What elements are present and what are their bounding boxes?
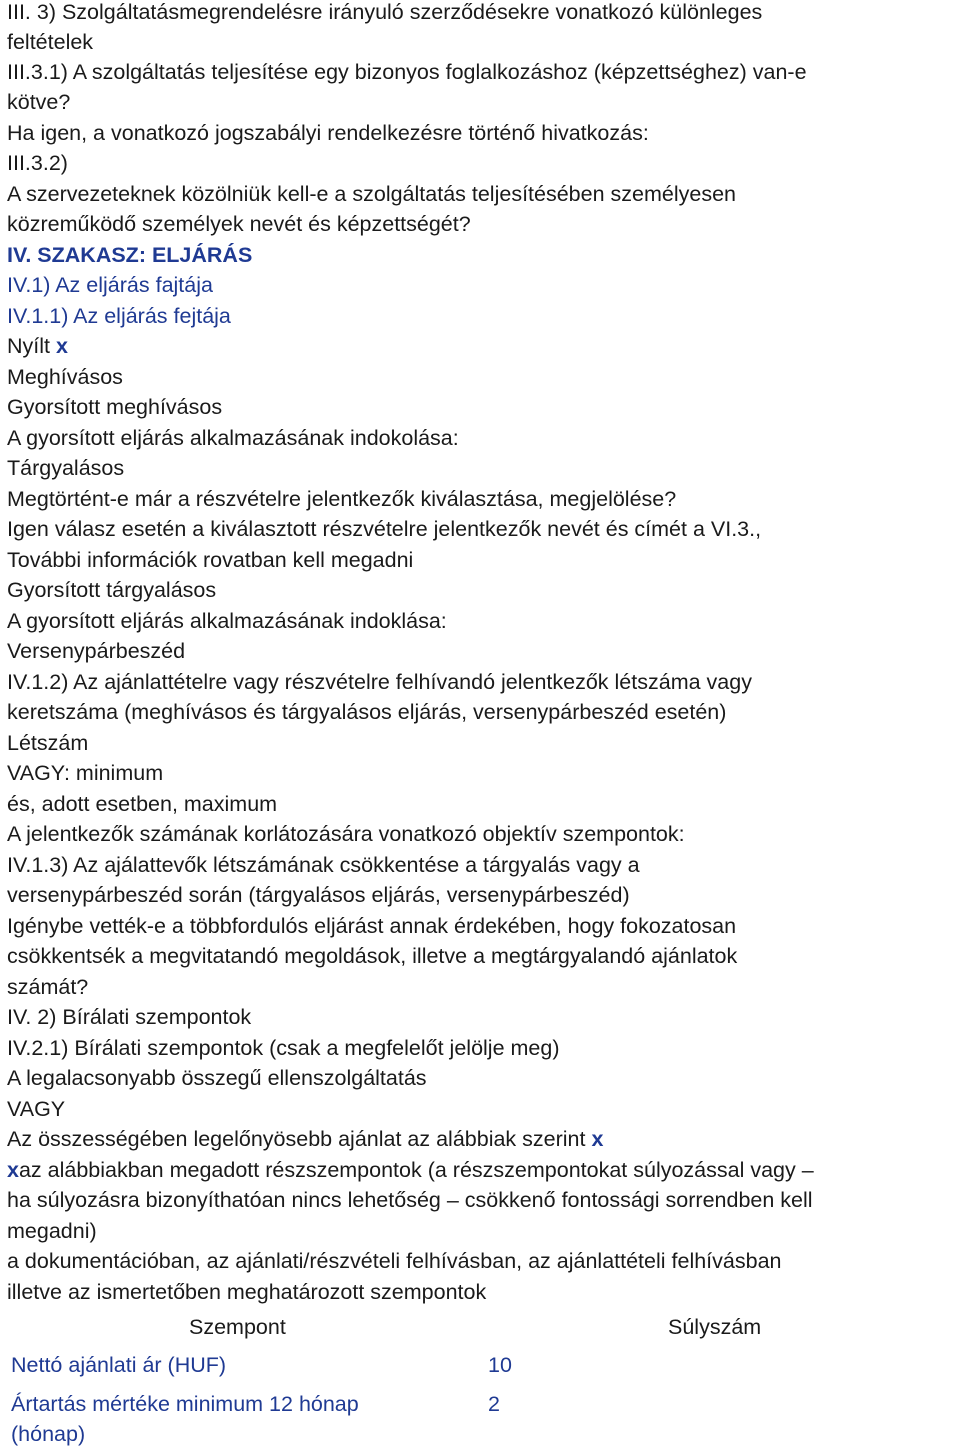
text-line: IV.2.1) Bírálati szempontok (csak a megfelelőt jelölje meg) [7, 1036, 560, 1060]
option-alabbiakban [7, 1155, 814, 1185]
section-heading: IV. SZAKASZ: ELJÁRÁS [7, 243, 253, 267]
text-line: A gyorsított eljárás alkalmazásának indokolása: [7, 426, 459, 450]
selected-mark: x [55, 334, 68, 358]
text-line: feltételek [7, 30, 94, 54]
table-cell-weight: 2 [488, 1392, 500, 1416]
text-line: III.3.2) [7, 151, 68, 175]
table-cell-criterion: Nettó ajánlati ár (HUF) [11, 1353, 227, 1377]
text-line: Igénybe vették-e a többfordulós eljárást annak érdekében, hogy fokozatosan [7, 914, 737, 938]
text-line: VAGY: minimum [7, 761, 164, 785]
text-line: IV.1.2) Az ajánlattételre vagy részvételre felhívandó jelentkezők létszáma vagy [7, 670, 752, 694]
text-line: III. 3) Szolgáltatásmegrendelésre irányuló szerződésekre vonatkozó különleges [7, 0, 763, 24]
text-line: versenypárbeszéd során (tárgyalásos eljárás, versenypárbeszéd) [7, 883, 630, 907]
text-line: csökkentsék a megvitatandó megoldások, illetve a megtárgyalandó ajánlatok [7, 944, 738, 968]
text-line: III.3.1) A szolgáltatás teljesítése egy bizonyos foglalkozáshoz (képzettséghez) van-e [7, 60, 807, 84]
text-line: közreműködő személyek nevét és képzettségét? [7, 212, 471, 236]
option-osszessegeben [7, 1124, 603, 1154]
text-line: Igen válasz esetén a kiválasztott részvételre jelentkezők nevét és címét a VI.3., [7, 517, 762, 541]
text-line: Tárgyalásos [7, 456, 125, 480]
text-line: és, adott esetben, maximum [7, 792, 278, 816]
option-label: Nyílt [7, 334, 50, 358]
table-header-weight: Súlyszám [668, 1315, 762, 1339]
text-line: kötve? [7, 90, 71, 114]
text-line: A legalacsonyabb összegű ellenszolgáltatás [7, 1066, 427, 1090]
option-label: Az összességében legelőnyösebb ajánlat az alábbiak szerint [7, 1127, 586, 1151]
table-header-criterion: Szempont [189, 1315, 286, 1339]
selected-mark: x [591, 1127, 604, 1151]
text-line: A gyorsított eljárás alkalmazásának indoklása: [7, 609, 447, 633]
option-nyilt [7, 331, 68, 361]
text-line: IV.1.3) Az ajálattevők létszámának csökkentése a tárgyalás vagy a [7, 853, 640, 877]
text-line: Megtörtént-e már a részvételre jelentkezők kiválasztása, megjelölése? [7, 487, 677, 511]
subsection-heading: IV.1) Az eljárás fajtája [7, 273, 213, 297]
table-cell-criterion-continued: (hónap) [11, 1422, 86, 1446]
text-line: megadni) [7, 1219, 97, 1243]
text-line: Létszám [7, 731, 89, 755]
text-line: Meghívásos [7, 365, 123, 389]
text-line: A szervezeteknek közölniük kell-e a szolgáltatás teljesítésében személyesen [7, 182, 736, 206]
selected-mark: x [7, 1158, 19, 1182]
subsection-heading: IV.1.1) Az eljárás fejtája [7, 304, 231, 328]
text-line: keretszáma (meghívásos és tárgyalásos eljárás, versenypárbeszéd esetén) [7, 700, 727, 724]
text-line: Gyorsított meghívásos [7, 395, 223, 419]
text-line: Gyorsított tárgyalásos [7, 578, 217, 602]
table-cell-criterion: Ártartás mértéke minimum 12 hónap [11, 1392, 359, 1416]
text-line: A jelentkezők számának korlátozására vonatkozó objektív szempontok: [7, 822, 685, 846]
text-line: IV. 2) Bírálati szempontok [7, 1005, 252, 1029]
text-line: a dokumentációban, az ajánlati/részvételi felhívásban, az ajánlattételi felhívásban [7, 1249, 782, 1273]
table-cell-weight: 10 [488, 1353, 512, 1377]
option-label: az alábbiakban megadott részszempontok (a részszempontokat súlyozással vagy – [18, 1158, 814, 1182]
text-line: VAGY [7, 1097, 66, 1121]
text-line: számát? [7, 975, 89, 999]
text-line: ha súlyozásra bizonyíthatóan nincs lehetőség – csökkenő fontossági sorrendben kell [7, 1188, 813, 1212]
text-line: További információk rovatban kell megadni [7, 548, 414, 572]
text-line: Versenypárbeszéd [7, 639, 186, 663]
text-line: Ha igen, a vonatkozó jogszabályi rendelkezésre történő hivatkozás: [7, 121, 649, 145]
text-line: illetve az ismertetőben meghatározott szempontok [7, 1280, 487, 1304]
